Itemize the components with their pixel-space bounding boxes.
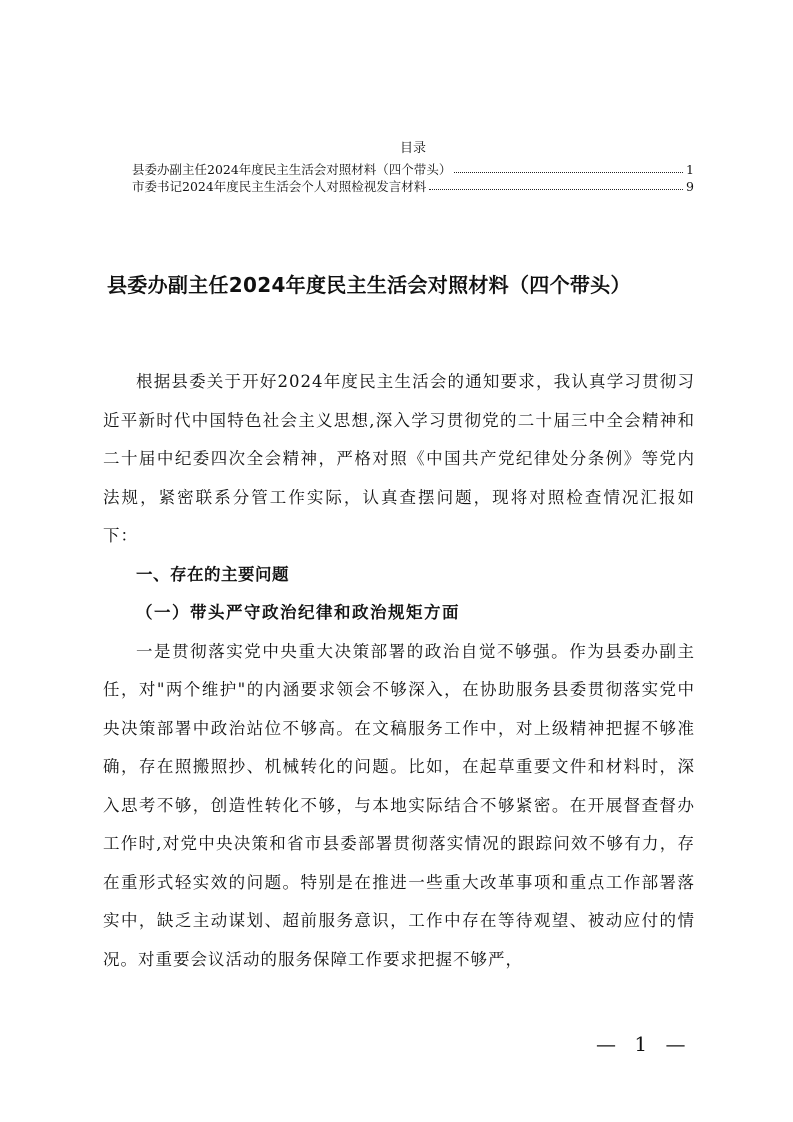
toc-entry[interactable] bbox=[132, 161, 694, 178]
document-title: 县委办副主任2024年度民主生活会对照材料（四个带头） bbox=[107, 273, 631, 297]
toc-leader-dots bbox=[429, 189, 683, 190]
toc-entry-page: 1 bbox=[686, 162, 694, 177]
toc-title: 目录 bbox=[399, 141, 426, 156]
table-of-contents bbox=[132, 140, 694, 195]
document-body bbox=[103, 363, 695, 979]
toc-leader-dots bbox=[454, 172, 683, 173]
toc-entry-title: 县委办副主任2024年度民主生活会对照材料（四个带头） bbox=[132, 162, 452, 177]
section-heading: 一、存在的主要问题 bbox=[136, 564, 289, 584]
intro-paragraph: 根据县委关于开好2024年度民主生活会的通知要求，我认真学习贯彻习近平新时代中国特色社会主义思想,深入学习贯彻党的二十届三中全会精神和二十届中纪委四次全会精神，严格对照《中国共产党纪律处分条例》等党内法规，紧密联系分管工作实际，认真查摆问题，现将对照检查情况汇报如下： bbox=[103, 372, 695, 545]
page-number: — 1 — bbox=[596, 1032, 692, 1056]
toc-entry-title: 市委书记2024年度民主生活会个人对照检视发言材料 bbox=[132, 179, 427, 194]
subsection-heading: （一）带头严守政治纪律和政治规矩方面 bbox=[136, 603, 460, 622]
body-paragraph: 一是贯彻落实党中央重大决策部署的政治自觉不够强。作为县委办副主任，对"两个维护"的内涵要求领会不够深入，在协助服务县委贯彻落实党中央决策部署中政治站位不够高。在文稿服务工作中，对上级精神把握不够准确，存在照搬照抄、机械转化的问题。比如，在起草重要文件和材料时，深入思考不够，创造性转化不够，与本地实际结合不够紧密。在开展督查督办工作时,对党中央决策和省市县委部署贯彻落实情况的跟踪问效不够有力，存在重形式轻实效的问题。特别是在推进一些重大改革事项和重点工作部署落实中，缺乏主动谋划、超前服务意识，工作中存在等待观望、被动应付的情况。对重要会议活动的服务保障工作要求把握不够严， bbox=[103, 641, 695, 969]
toc-entry-page: 9 bbox=[686, 179, 694, 194]
toc-entry[interactable] bbox=[132, 178, 694, 195]
